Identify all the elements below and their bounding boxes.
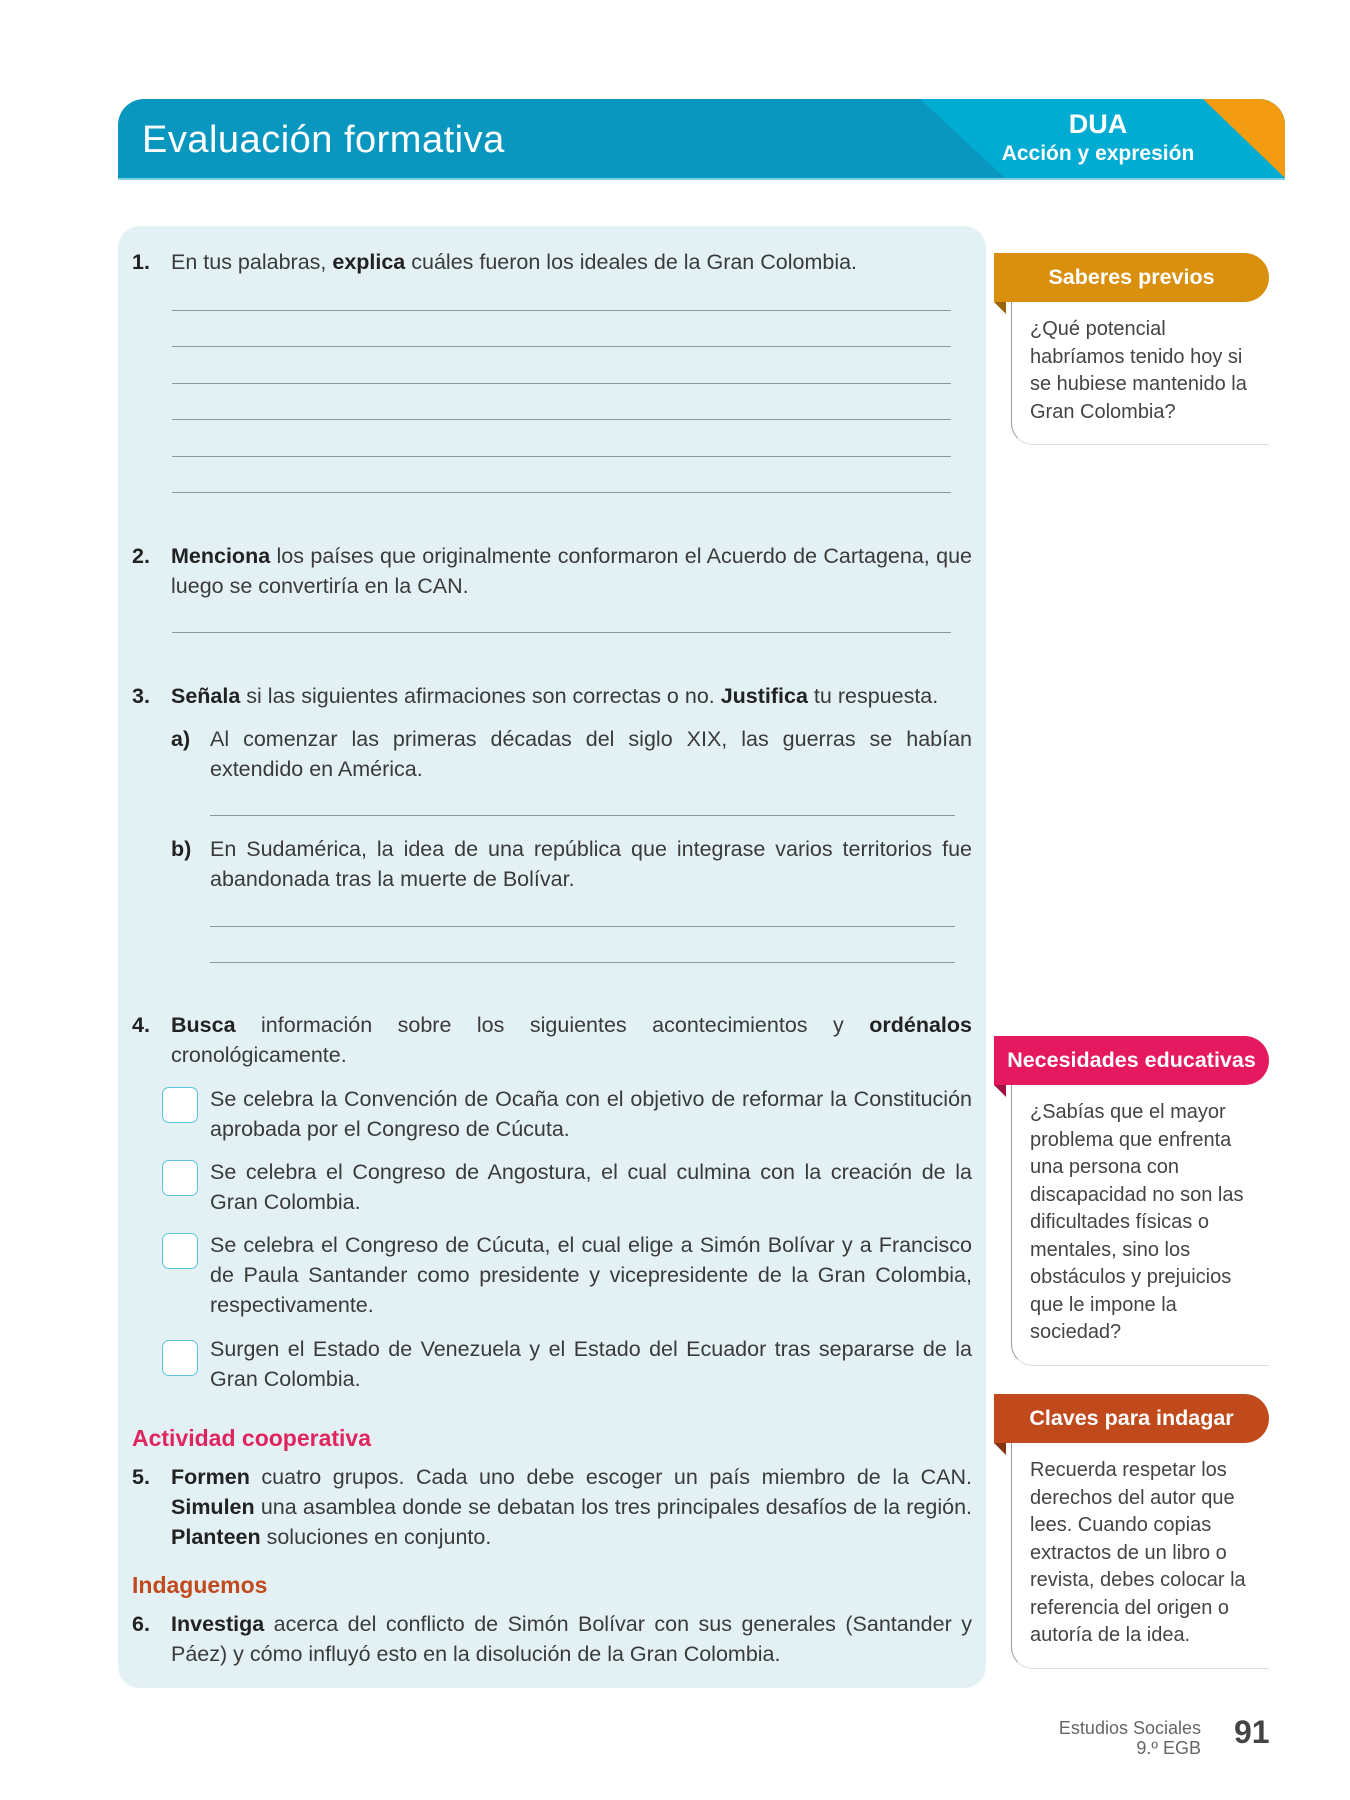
subject-label: Estudios Sociales	[1058, 1718, 1201, 1738]
order-checkbox[interactable]	[162, 1233, 198, 1269]
answer-line[interactable]	[210, 962, 955, 963]
q3a-text: Al comenzar las primeras décadas del siglo XIX, las guerras se habían extendido en América.	[210, 727, 972, 781]
cooperative-heading: Actividad cooperativa	[132, 1425, 372, 1451]
answer-line[interactable]	[210, 926, 955, 927]
event-item: Se celebra el Congreso de Angostura, el cual culmina con la creación de la Gran Colombia.	[210, 1160, 972, 1214]
q3a-label: a)	[171, 727, 191, 751]
dua-title: DUA	[1068, 109, 1128, 139]
grade-label: 9.º EGB	[1136, 1738, 1201, 1758]
answer-line[interactable]	[172, 346, 951, 347]
answer-line[interactable]	[172, 492, 951, 493]
inquiry-heading: Indaguemos	[132, 1572, 268, 1598]
sidebar-heading: Necesidades educativas	[994, 1036, 1269, 1085]
q2-text: Menciona los países que originalmente conformaron el Acuerdo de Cartagena, que luego se convertiría en la CAN.	[171, 544, 972, 598]
sidebar-heading: Saberes previos	[994, 253, 1269, 302]
event-item: Se celebra el Congreso de Cúcuta, el cual elige a Simón Bolívar y a Francisco de Paula Santander como presidente y vicepresidente de la Gran Colombia, respectivamente.	[210, 1233, 972, 1317]
answer-line[interactable]	[172, 383, 951, 384]
answer-line[interactable]	[172, 310, 951, 311]
dua-subtitle: Acción y expresión	[1001, 142, 1195, 165]
q3-text: Señala si las siguientes afirmaciones son correctas o no. Justifica tu respuesta.	[171, 684, 939, 708]
event-item: Surgen el Estado de Venezuela y el Estado del Ecuador tras separarse de la Gran Colombia.	[210, 1337, 972, 1391]
answer-line[interactable]	[172, 419, 951, 420]
q4-number: 4.	[132, 1013, 150, 1037]
order-checkbox[interactable]	[162, 1087, 198, 1123]
dua-label	[988, 109, 1208, 166]
q3-number: 3.	[132, 684, 150, 708]
order-checkbox[interactable]	[162, 1340, 198, 1376]
q5-number: 5.	[132, 1465, 150, 1489]
q6-number: 6.	[132, 1612, 150, 1636]
sidebar-claves-para-indagar	[994, 1394, 1269, 1669]
answer-line[interactable]	[172, 632, 951, 633]
q1-number: 1.	[132, 250, 150, 274]
q6-text: Investiga acerca del conflicto de Simón Bolívar con sus generales (Santander y Páez) y cómo influyó esto en la disolución de la Gran Colombia.	[171, 1612, 972, 1666]
sidebar-saberes-previos	[994, 253, 1269, 445]
q3b-label: b)	[171, 837, 192, 861]
sidebar-heading: Claves para indagar	[994, 1394, 1269, 1443]
answer-line[interactable]	[210, 815, 955, 816]
order-checkbox[interactable]	[162, 1160, 198, 1196]
q3b-text: En Sudamérica, la idea de una república que integrase varios territorios fue abandonada tras la muerte de Bolívar.	[210, 837, 972, 891]
page-title: Evaluación formativa	[142, 119, 505, 161]
sidebar-text: Recuerda respetar los derechos del autor que lees. Cuando copias extractos de un libro o revista, debes colocar la referencia del origen o autoría de la idea.	[1011, 1443, 1269, 1669]
section-header	[118, 99, 1285, 180]
q5-text: Formen cuatro grupos. Cada uno debe escoger un país miembro de la CAN. Simulen una asamblea donde se debatan los tres principales desafíos de la región. Planteen soluciones en conjunto.	[171, 1465, 972, 1549]
sidebar-text: ¿Qué potencial habríamos tenido hoy si se hubiese mantenido la Gran Colombia?	[1011, 302, 1269, 445]
sidebar-necesidades-educativas	[994, 1036, 1269, 1366]
sidebar-text: ¿Sabías que el mayor problema que enfrenta una persona con discapacidad no son las dificultades físicas o mentales, sino los obstáculos y prejuicios que le impone la sociedad?	[1011, 1085, 1269, 1366]
q2-number: 2.	[132, 544, 150, 568]
page-number: 91	[1234, 1714, 1270, 1750]
q1-text: En tus palabras, explica cuáles fueron los ideales de la Gran Colombia.	[171, 250, 858, 274]
q4-text: Busca información sobre los siguientes acontecimientos y ordénalos cronológicamente.	[171, 1013, 972, 1067]
footer-subject	[1059, 1718, 1201, 1758]
answer-line[interactable]	[172, 456, 951, 457]
event-item: Se celebra la Convención de Ocaña con el objetivo de reformar la Constitución aprobada por el Congreso de Cúcuta.	[210, 1087, 972, 1141]
